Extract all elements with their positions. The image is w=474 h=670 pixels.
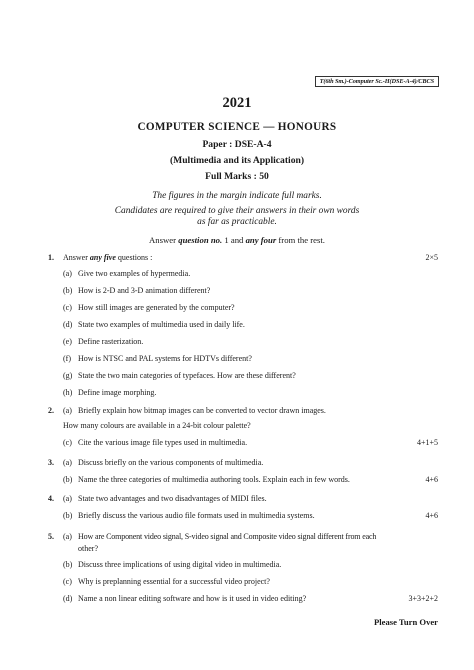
question-2-marks: 4+1+5 [416,438,438,447]
item-label: (d) [63,320,73,329]
paper-number: Paper : DSE-A-4 [202,139,272,150]
item-label: (b) [63,286,73,295]
item-text: Define image morphing. [78,388,157,397]
item-label: (d) [63,594,73,603]
item-text: How is 2-D and 3-D animation different? [78,286,211,295]
subject-title: COMPUTER SCIENCE — HONOURS [137,121,337,133]
item-text: State two advantages and two disadvantages of MIDI files. [78,494,267,503]
question-4-number: 4. [48,494,54,503]
item-text: Discuss briefly on the various components of multimedia. [78,458,264,467]
item-text: State the two main categories of typefaces. How are these different? [78,371,296,380]
item-label: (g) [63,371,73,380]
please-turn-over: Please Turn Over [374,617,438,627]
item-text: Discuss three implications of using digital video in multimedia. [78,560,282,569]
item-text: Why is preplanning essential for a successful video project? [78,577,270,586]
item-label: (a) [63,406,72,415]
item-label: (a) [63,532,72,541]
question-2-number: 2. [48,406,54,415]
question-1-text [63,253,152,263]
margin-note: The figures in the margin indicate full marks. [152,191,322,201]
q1-text-post: questions : [115,253,153,262]
instr-bold-any-four: any four [245,235,277,245]
item-label: (b) [63,560,73,569]
question-5-number: 5. [48,532,54,541]
item-label: (b) [63,511,73,520]
item-text: Name a non linear editing software and how is it used in video editing? [78,594,307,603]
item-label: (h) [63,388,73,397]
candidate-note-line2: as far as practicable. [197,217,277,227]
instr-text-mid: 1 and [222,235,246,245]
instr-text: Answer [149,235,179,245]
item-label: (c) [63,577,72,586]
instr-text-post: from the rest. [276,235,325,245]
question-4-marks: 4+6 [425,511,438,520]
exam-year: 2021 [222,95,252,111]
item-text: How are Component video signal, S-video signal and Composite video signal different from each [78,532,377,541]
item-text: Cite the various image file types used in multimedia. [78,438,248,447]
item-label: (c) [63,303,72,312]
item-text: Briefly explain how bitmap images can be converted to vector drawn images. [78,406,326,415]
question-1-marks: 2×5 [425,253,438,262]
item-text: Briefly discuss the various audio file formats used in multimedia systems. [78,511,315,520]
item-text: other? [78,544,98,553]
instr-bold-question: question no. [178,235,223,245]
item-text: Give two examples of hypermedia. [78,269,191,278]
item-text: How many colours are available in a 24-bit colour palette? [63,421,251,430]
q1-text-bold: any five [89,253,116,262]
item-text: Define rasterization. [78,337,144,346]
item-label: (c) [63,438,72,447]
item-label: (a) [63,269,72,278]
question-3-marks: 4+6 [425,475,438,484]
item-text: Name the three categories of multimedia authoring tools. Explain each in few words. [78,475,350,484]
item-label: (e) [63,337,72,346]
answer-instruction [0,235,474,245]
item-text: How is NTSC and PAL systems for HDTVs different? [78,354,252,363]
item-label: (a) [63,458,72,467]
item-text: State two examples of multimedia used in daily life. [78,320,245,329]
question-5-marks: 3+3+2+2 [408,594,438,603]
paper-title: (Multimedia and its Application) [169,155,305,166]
q1-text-pre: Answer [63,253,90,262]
question-1-number: 1. [48,253,54,262]
item-label: (a) [63,494,72,503]
question-3-number: 3. [48,458,54,467]
candidate-note-line1: Candidates are required to give their answers in their own words [114,206,360,216]
candidate-note [0,206,474,228]
item-label: (f) [63,354,71,363]
item-text: How still images are generated by the computer? [78,303,235,312]
paper-code: T(6th Sm.)-Computer Sc.-H(DSE-A-4)/CBCS [315,76,439,87]
full-marks: Full Marks : 50 [205,171,269,182]
item-label: (b) [63,475,73,484]
